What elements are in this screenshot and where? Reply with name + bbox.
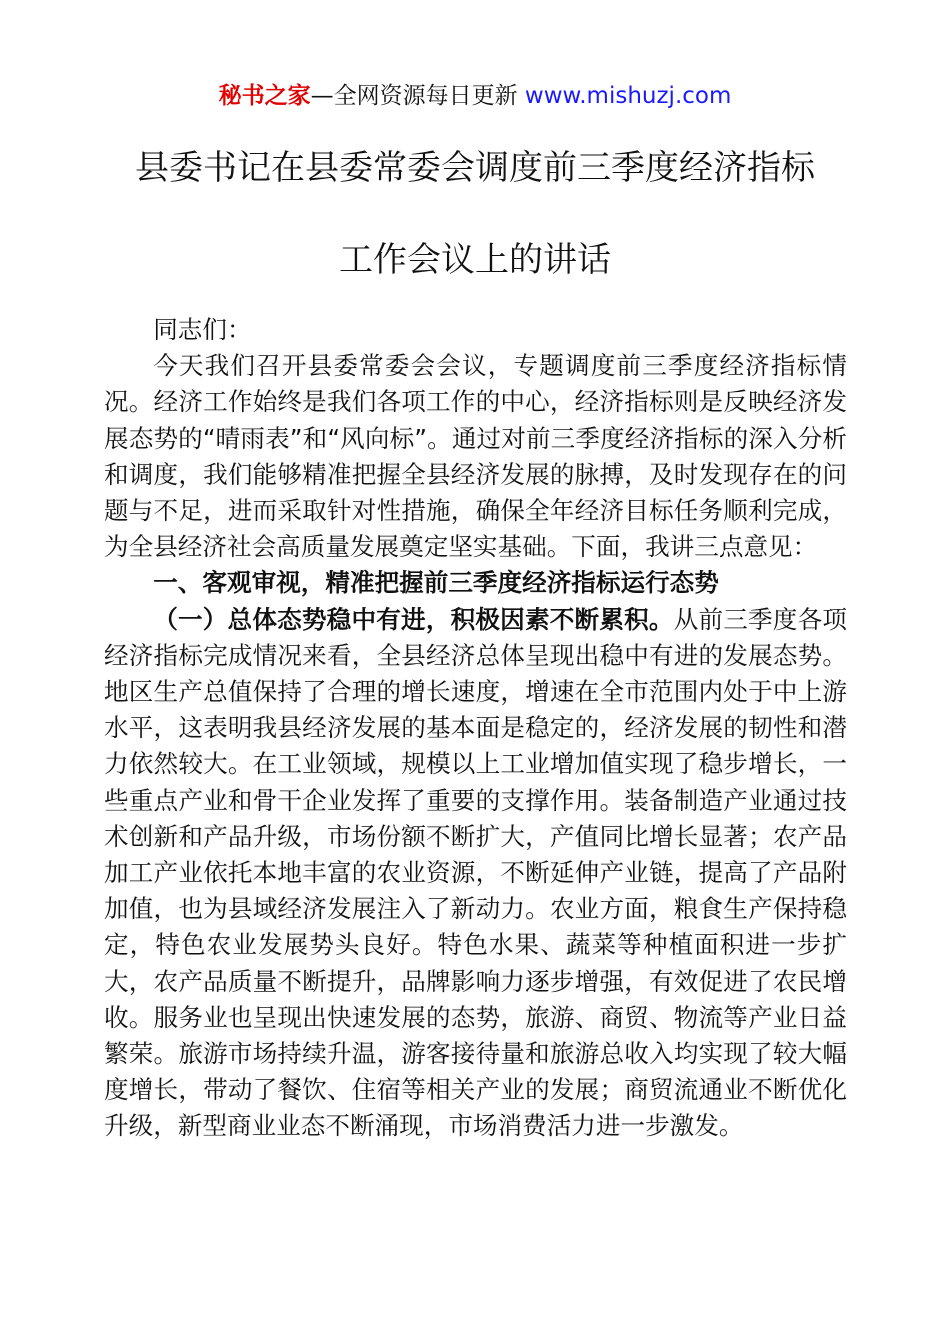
site-url-link[interactable]: www.mishuzj.com [524, 83, 732, 109]
section-heading-1: 一、客观审视，精准把握前三季度经济指标运行态势 [153, 568, 719, 598]
subsection-lead-1: （一）总体态势稳中有进，积极因素不断累积。 [153, 604, 674, 634]
salutation: 同志们： [153, 315, 252, 344]
subsection-text-1: 从前三季度各项经济指标完成情况来看，全县经济总体呈现出稳中有进的发展态势。地区生产总值保持了合理的增长速度，增速在全市范围内处于中上游水平，这表明我县经济发展的基本面是稳定的，经济发展的韧性和潜力依然较大。在工业领域，规模以上工业增加值实现了稳步增长，一些重点产业和骨干企业发挥了重要的支撑作用。装备制造产业通过技术创新和产品升级，市场份额不断扩大，产值同比增长显著；农产品加工产业依托本地丰富的农业资源，不断延伸产业链，提高了产品附加值，也为县域经济发展注入了新动力。农业方面，粮食生产保持稳定，特色农业发展势头良好。特色水果、蔬菜等种植面积进一步扩大，农产品质量不断提升，品牌影响力逐步增强，有效促进了农民增收。服务业也呈现出快速发展的态势，旅游、商贸、物流等产业日益繁荣。旅游市场持续升温，游客接待量和旅游总收入均实现了较大幅度增长，带动了餐饮、住宿等相关产业的发展；商贸流通业不断优化升级，新型商业业态不断涌现，市场消费活力进一步激发。 [104, 604, 847, 1141]
intro-paragraph: 今天我们召开县委常委会会议，专题调度前三季度经济指标情况。经济工作始终是我们各项工作的中心，经济指标则是反映经济发展态势的“晴雨表”和“风向标”。通过对前三季度经济指标的深入分析和调度，我们能够精准把握全县经济发展的脉搏，及时发现存在的问题与不足，进而采取针对性措施，确保全年经济目标任务顺利完成，为全县经济社会高质量发展奠定坚实基础。下面，我讲三点意见： [104, 351, 847, 562]
document-title-line-1: 县委书记在县委常委会调度前三季度经济指标 [135, 148, 815, 188]
document-body [104, 312, 847, 1145]
document-title-line-2: 工作会议上的讲话 [339, 240, 611, 280]
site-brand: 秘书之家 [218, 83, 311, 109]
site-tagline: —全网资源每日更新 [310, 83, 525, 109]
subsection-paragraph-1 [104, 602, 847, 1145]
site-header [0, 80, 950, 112]
